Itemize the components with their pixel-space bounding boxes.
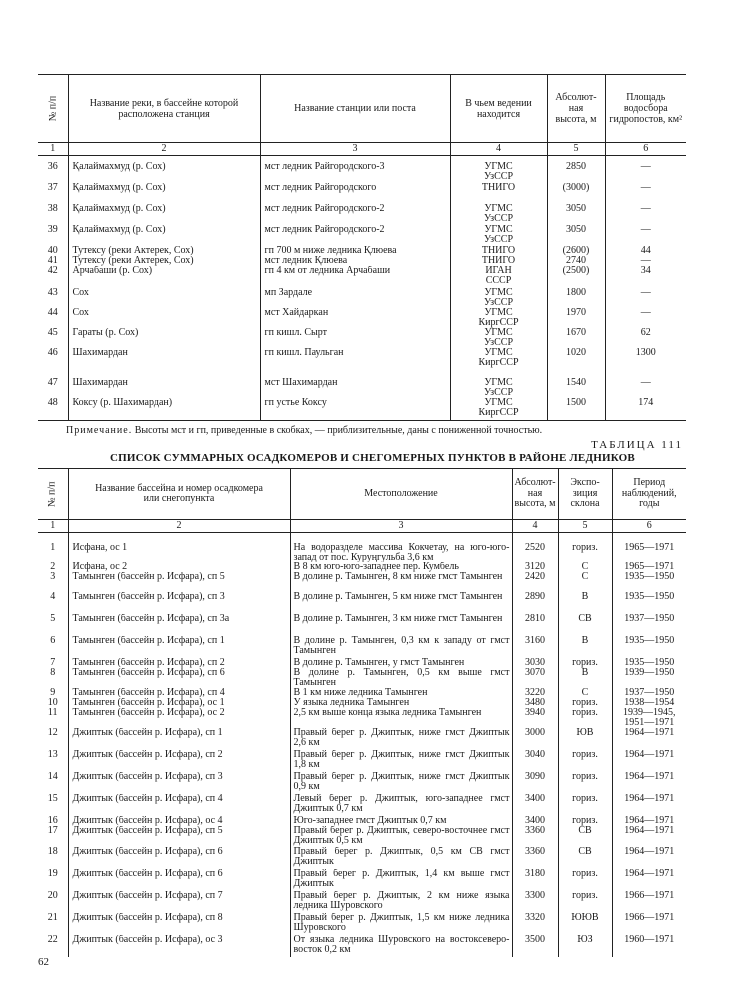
row-number: 45	[47, 328, 58, 338]
row-number: 41	[47, 256, 58, 266]
slope-exposure: гориз.	[558, 708, 612, 728]
table-row	[38, 913, 686, 935]
table-row	[38, 246, 686, 256]
row-number: 18	[47, 847, 58, 857]
altitude: (2600)	[547, 246, 605, 256]
row-number: 42	[47, 266, 58, 276]
station-name: мст ледник Райгородского	[260, 183, 450, 204]
gauges-table-header	[38, 469, 686, 520]
gauge-location: Правый берег р. Джиптык, 0,5 км СВ гмст Джиптык	[290, 847, 512, 869]
slope-exposure: гориз.	[558, 891, 612, 913]
altitude: 3030	[512, 658, 558, 668]
table-row	[38, 288, 686, 308]
row-number: 5	[50, 614, 56, 624]
river-name: Тутексу (реки Актерек, Сох)	[68, 256, 260, 266]
row-number: 9	[50, 688, 56, 698]
slope-exposure: гориз.	[558, 658, 612, 668]
gauge-location: На водоразделе массива Кокчетау, на юго-юго-запад от пос. Куруңгульба 3,6 км	[290, 543, 512, 562]
gauge-location: 2,5 км выше конца языка ледника Тамынген	[290, 708, 512, 728]
observation-period: 1964—1971	[612, 816, 686, 826]
gauge-name: Тамынген (бассейн р. Исфара), ос 1	[68, 698, 290, 708]
gauge-location: Правый берег р. Джиптык, ниже гмст Джиптык 2,6 км	[290, 728, 512, 750]
altitude: 3220	[512, 688, 558, 698]
table-note	[66, 425, 542, 437]
header-river: Название реки, в бассейне которой расположена станция	[68, 75, 260, 143]
column-number: 3	[260, 143, 450, 156]
river-name: Гараты (р. Сох)	[68, 328, 260, 348]
row-number: 20	[47, 891, 58, 901]
organization: УГМС УзССР	[450, 225, 547, 246]
row-number: 22	[47, 935, 58, 945]
table-row	[38, 636, 686, 658]
station-name: мст Шахимардан	[260, 378, 450, 398]
catchment-area: 44	[605, 246, 686, 256]
river-name: Коксу (р. Шахимардан)	[68, 398, 260, 420]
gauge-name: Джиптык (бассейн р. Исфара), сп 8	[68, 913, 290, 935]
gauge-name: Джиптык (бассейн р. Исфара), сп 2	[68, 750, 290, 772]
row-number: 11	[47, 708, 58, 718]
table-row	[38, 562, 686, 572]
slope-exposure: гориз.	[558, 543, 612, 562]
header-area: Площадь водосбора гидропостов, км²	[605, 75, 686, 143]
organization: УГМС КиргССР	[450, 348, 547, 378]
altitude: 2850	[547, 162, 605, 183]
row-number: 14	[47, 772, 58, 782]
table-row	[38, 225, 686, 246]
observation-period: 1939—1950	[612, 668, 686, 688]
gauge-name: Исфана, ос 1	[68, 543, 290, 562]
table-row	[38, 398, 686, 420]
catchment-area: —	[605, 204, 686, 225]
river-name: Арчабаши (р. Сох)	[68, 266, 260, 288]
row-number: 38	[47, 204, 58, 214]
observation-period: 1964—1971	[612, 869, 686, 891]
table-row	[38, 708, 686, 728]
observation-period: 1964—1971	[612, 794, 686, 816]
altitude: 3160	[512, 636, 558, 658]
altitude: 3480	[512, 698, 558, 708]
row-number: 19	[47, 869, 58, 879]
gauge-name: Джиптык (бассейн р. Исфара), сп 5	[68, 826, 290, 847]
slope-exposure: СВ	[558, 826, 612, 847]
header-location: Местоположение	[290, 469, 512, 520]
table-row	[38, 204, 686, 225]
altitude: 3070	[512, 668, 558, 688]
row-number: 3	[50, 572, 56, 582]
row-number: 6	[50, 636, 56, 646]
column-number: 4	[512, 520, 558, 533]
observation-period: 1965—1971	[612, 543, 686, 562]
column-numbers-row	[38, 143, 686, 156]
row-number: 39	[47, 225, 58, 235]
row-number: 10	[47, 698, 58, 708]
row-number: 8	[50, 668, 56, 678]
altitude: 1500	[547, 398, 605, 420]
organization: ТНИГО	[450, 256, 547, 266]
slope-exposure: гориз.	[558, 816, 612, 826]
observation-period: 1935—1950	[612, 658, 686, 668]
observation-period: 1966—1971	[612, 913, 686, 935]
catchment-area: —	[605, 378, 686, 398]
gauge-location: Левый берег р. Джиптык, юго-западнее гмст Джиптык 0,7 км	[290, 794, 512, 816]
table-row	[38, 794, 686, 816]
header-period: Период наблюдений, годы	[612, 469, 686, 520]
altitude: 1540	[547, 378, 605, 398]
organization: УГМС УзССР	[450, 378, 547, 398]
table-row	[38, 308, 686, 328]
altitude: 3400	[512, 816, 558, 826]
header-station: Название станции или поста	[260, 75, 450, 143]
header-org: В чьем ведении находится	[450, 75, 547, 143]
altitude: 3120	[512, 562, 558, 572]
row-number: 47	[47, 378, 58, 388]
row-number: 16	[47, 816, 58, 826]
catchment-area: 62	[605, 328, 686, 348]
slope-exposure: В	[558, 636, 612, 658]
observation-period: 1935—1950	[612, 572, 686, 592]
table-row	[38, 256, 686, 266]
header-alt: Абсолют-ная высота, м	[547, 75, 605, 143]
station-name: гп кишл. Сырт	[260, 328, 450, 348]
river-name: Қалаймахмуд (р. Сох)	[68, 183, 260, 204]
altitude: 3040	[512, 750, 558, 772]
altitude: 2420	[512, 572, 558, 592]
altitude: 3050	[547, 204, 605, 225]
altitude: 1670	[547, 328, 605, 348]
gauge-location: В долине р. Тамынген, 3 км ниже гмст Тамынген	[290, 614, 512, 636]
gauge-name: Тамынген (бассейн р. Исфара), сп 5	[68, 572, 290, 592]
river-name: Сох	[68, 308, 260, 328]
column-number: 3	[290, 520, 512, 533]
table-row	[38, 266, 686, 288]
row-number: 13	[47, 750, 58, 760]
table-row	[38, 869, 686, 891]
altitude: 3180	[512, 869, 558, 891]
catchment-area: —	[605, 256, 686, 266]
header-num: № п/п	[38, 75, 68, 143]
altitude: 2740	[547, 256, 605, 266]
row-number: 7	[50, 658, 56, 668]
observation-period: 1960—1971	[612, 935, 686, 957]
slope-exposure: ЮЮВ	[558, 913, 612, 935]
stations-table	[38, 74, 686, 421]
gauge-location: От языка ледника Шуровского на востоксеверо-восток 0,2 км	[290, 935, 512, 957]
column-number: 5	[558, 520, 612, 533]
station-name: гп 700 м ниже ледника Қлюева	[260, 246, 450, 256]
row-number: 1	[50, 543, 56, 553]
gauge-location: В долине р. Тамынген, у гмст Тамынген	[290, 658, 512, 668]
row-number: 4	[50, 592, 56, 602]
gauge-location: В долине р. Тамынген, 0,5 км выше гмст Тамынген	[290, 668, 512, 688]
organization: ИГАН СССР	[450, 266, 547, 288]
organization: УГМС УзССР	[450, 328, 547, 348]
gauge-name: Джиптык (бассейн р. Исфара), сп 6	[68, 847, 290, 869]
column-numbers-row	[38, 520, 686, 533]
catchment-area: —	[605, 288, 686, 308]
observation-period: 1937—1950	[612, 688, 686, 698]
table-row	[38, 816, 686, 826]
river-name: Қалаймахмуд (р. Сох)	[68, 225, 260, 246]
altitude: 3300	[512, 891, 558, 913]
organization: УГМС КиргССР	[450, 308, 547, 328]
altitude: 3050	[547, 225, 605, 246]
column-number: 4	[450, 143, 547, 156]
catchment-area: —	[605, 308, 686, 328]
row-number: 44	[47, 308, 58, 318]
altitude: 3500	[512, 935, 558, 957]
observation-period: 1964—1971	[612, 772, 686, 794]
column-number: 6	[612, 520, 686, 533]
gauge-location: Правый берег р. Джиптык, северо-восточнее гмст Джиптык 0,5 км	[290, 826, 512, 847]
slope-exposure: ЮВ	[558, 728, 612, 750]
row-number: 43	[47, 288, 58, 298]
gauge-name: Джиптык (бассейн р. Исфара), ос 3	[68, 935, 290, 957]
altitude: 3940	[512, 708, 558, 728]
slope-exposure: СВ	[558, 847, 612, 869]
observation-period: 1966—1971	[612, 891, 686, 913]
gauge-location: Юго-западнее гмст Джиптык 0,7 км	[290, 816, 512, 826]
gauge-location: В долине р. Тамынген, 0,3 км к западу от гмст Тамынген	[290, 636, 512, 658]
organization: ТНИГО	[450, 183, 547, 204]
observation-period: 1935—1950	[612, 592, 686, 614]
note-text: Высоты мст и гп, приведенные в скобках, — приблизительные, даны с пониженной точностью.	[132, 425, 543, 436]
column-number: 1	[38, 143, 68, 156]
observation-period: 1964—1971	[612, 750, 686, 772]
gauge-name: Джиптык (бассейн р. Исфара), сп 7	[68, 891, 290, 913]
gauge-name: Исфана, ос 2	[68, 562, 290, 572]
altitude: 1020	[547, 348, 605, 378]
table-row	[38, 750, 686, 772]
table-title: СПИСОК СУММАРНЫХ ОСАДКОМЕРОВ И СНЕГОМЕРНЫХ ПУНКТОВ В РАЙОНЕ ЛЕДНИКОВ	[110, 452, 635, 464]
gauge-location: В 8 км юго-юго-западнее пер. Кумбель	[290, 562, 512, 572]
observation-period: 1964—1971	[612, 826, 686, 847]
gauge-location: Правый берег р. Джиптык, 2 км ниже языка ледника Шуровского	[290, 891, 512, 913]
header-exposure: Экспо-зиция склона	[558, 469, 612, 520]
altitude: 3320	[512, 913, 558, 935]
gauge-location: Правый берег р. Джиптык, 1,5 км ниже ледника Шуровского	[290, 913, 512, 935]
gauge-name: Джиптык (бассейн р. Исфара), ос 4	[68, 816, 290, 826]
slope-exposure: гориз.	[558, 698, 612, 708]
altitude: 3360	[512, 826, 558, 847]
table-row	[38, 162, 686, 183]
table-row	[38, 328, 686, 348]
table-row	[38, 772, 686, 794]
row-number: 17	[47, 826, 58, 836]
station-name: мст ледник Қлюева	[260, 256, 450, 266]
altitude: 2810	[512, 614, 558, 636]
table-row	[38, 614, 686, 636]
gauge-name: Джиптык (бассейн р. Исфара), сп 6	[68, 869, 290, 891]
table-row	[38, 698, 686, 708]
river-name: Шахимардан	[68, 378, 260, 398]
catchment-area: —	[605, 225, 686, 246]
altitude: (3000)	[547, 183, 605, 204]
stations-table-header	[38, 75, 686, 143]
organization: УГМС КиргССР	[450, 398, 547, 420]
header-name: Название бассейна и номер осадкомера или снегопункта	[68, 469, 290, 520]
header-num: № п/п	[38, 469, 68, 520]
river-name: Қалаймахмуд (р. Сох)	[68, 204, 260, 225]
gauge-name: Тамынген (бассейн р. Исфара), сп 3	[68, 592, 290, 614]
observation-period: 1964—1971	[612, 728, 686, 750]
gauge-name: Тамынген (бассейн р. Исфара), сп 4	[68, 688, 290, 698]
row-number: 48	[38, 398, 68, 420]
observation-period: 1935—1950	[612, 636, 686, 658]
altitude: 2890	[512, 592, 558, 614]
observation-period: 1964—1971	[612, 847, 686, 869]
catchment-area: 1300	[605, 348, 686, 378]
altitude: 2520	[512, 543, 558, 562]
slope-exposure: ЮЗ	[558, 935, 612, 957]
station-name: мст ледник Райгородского-2	[260, 225, 450, 246]
column-number: 2	[68, 143, 260, 156]
column-number: 5	[547, 143, 605, 156]
table-row	[38, 572, 686, 592]
gauge-location: У языка ледника Тамынген	[290, 698, 512, 708]
gauge-name: Тамынген (бассейн р. Исфара), сп 3а	[68, 614, 290, 636]
river-name: Тутексу (реки Актерек, Сох)	[68, 246, 260, 256]
slope-exposure: В	[558, 668, 612, 688]
observation-period: 1938—1954	[612, 698, 686, 708]
table-row	[38, 183, 686, 204]
gauges-table	[38, 468, 686, 957]
table-row	[38, 728, 686, 750]
gauge-location: Правый берег р. Джиптык, ниже гмст Джиптык 0,9 км	[290, 772, 512, 794]
column-number: 2	[68, 520, 290, 533]
slope-exposure: гориз.	[558, 772, 612, 794]
altitude: 3090	[512, 772, 558, 794]
slope-exposure: С	[558, 572, 612, 592]
row-number: 12	[47, 728, 58, 738]
row-number: 15	[47, 794, 58, 804]
table-row	[38, 891, 686, 913]
table-row	[38, 543, 686, 562]
catchment-area: 174	[605, 398, 686, 420]
slope-exposure: С	[558, 688, 612, 698]
column-number: 1	[38, 520, 68, 533]
catchment-area: 34	[605, 266, 686, 288]
gauge-name: Джиптык (бассейн р. Исфара), сп 4	[68, 794, 290, 816]
altitude: (2500)	[547, 266, 605, 288]
table-row	[38, 847, 686, 869]
altitude: 3000	[512, 728, 558, 750]
station-name: мп Зардале	[260, 288, 450, 308]
river-name: Шахимардан	[68, 348, 260, 378]
observation-period: 1939—1945, 1951—1971	[612, 708, 686, 728]
altitude: 3360	[512, 847, 558, 869]
slope-exposure: гориз.	[558, 750, 612, 772]
table-row	[38, 688, 686, 698]
slope-exposure: В	[558, 592, 612, 614]
gauge-location: Правый берег р. Джиптык, 1,4 км выше гмст Джиптык	[290, 869, 512, 891]
river-name: Қалаймахмуд (р. Сох)	[68, 162, 260, 183]
column-number: 6	[605, 143, 686, 156]
slope-exposure: СВ	[558, 614, 612, 636]
note-label: Примечание.	[66, 425, 133, 436]
gauge-location: В долине р. Тамынген, 8 км ниже гмст Тамынген	[290, 572, 512, 592]
row-number: 40	[47, 246, 58, 256]
altitude: 3400	[512, 794, 558, 816]
organization: УГМС УзССР	[450, 288, 547, 308]
page-number: 62	[38, 956, 49, 968]
row-number: 21	[47, 913, 58, 923]
altitude: 1800	[547, 288, 605, 308]
organization: ТНИГО	[450, 246, 547, 256]
table-number: ТАБЛИЦА 111	[591, 439, 683, 451]
row-number: 2	[50, 562, 56, 572]
slope-exposure: С	[558, 562, 612, 572]
table-row	[38, 378, 686, 398]
station-name: гп кишл. Паульган	[260, 348, 450, 378]
table-row	[38, 668, 686, 688]
gauge-location: В 1 км ниже ледника Тамынген	[290, 688, 512, 698]
row-number: 46	[47, 348, 58, 358]
gauge-name: Джиптык (бассейн р. Исфара), сп 3	[68, 772, 290, 794]
table-row	[38, 592, 686, 614]
station-name: мст ледник Райгородского-2	[260, 204, 450, 225]
observation-period: 1937—1950	[612, 614, 686, 636]
station-name: гп 4 км от ледника Арчабаши	[260, 266, 450, 288]
gauge-location: Правый берег р. Джиптык, ниже гмст Джиптык 1,8 км	[290, 750, 512, 772]
station-name: мст ледник Райгородского-3	[260, 162, 450, 183]
slope-exposure: гориз.	[558, 869, 612, 891]
altitude: 1970	[547, 308, 605, 328]
gauge-location: В долине р. Тамынген, 5 км ниже гмст Тамынген	[290, 592, 512, 614]
gauge-name: Тамынген (бассейн р. Исфара), сп 6	[68, 668, 290, 688]
catchment-area: —	[605, 183, 686, 204]
station-name: мст Хайдаркан	[260, 308, 450, 328]
header-alt: Абсолют-ная высота, м	[512, 469, 558, 520]
gauge-name: Тамынген (бассейн р. Исфара), сп 2	[68, 658, 290, 668]
gauge-name: Тамынген (бассейн р. Исфара), ос 2	[68, 708, 290, 728]
table-row	[38, 348, 686, 378]
table-row	[38, 658, 686, 668]
row-number: 37	[47, 183, 58, 193]
organization: УГМС УзССР	[450, 204, 547, 225]
observation-period: 1965—1971	[612, 562, 686, 572]
table-row	[38, 935, 686, 957]
gauge-name: Тамынген (бассейн р. Исфара), сп 1	[68, 636, 290, 658]
gauge-name: Джиптык (бассейн р. Исфара), сп 1	[68, 728, 290, 750]
station-name: гп устье Коксу	[260, 398, 450, 420]
organization: УГМС УзССР	[450, 162, 547, 183]
river-name: Сох	[68, 288, 260, 308]
table-row	[38, 826, 686, 847]
row-number: 36	[47, 162, 58, 172]
catchment-area: —	[605, 162, 686, 183]
slope-exposure: гориз.	[558, 794, 612, 816]
